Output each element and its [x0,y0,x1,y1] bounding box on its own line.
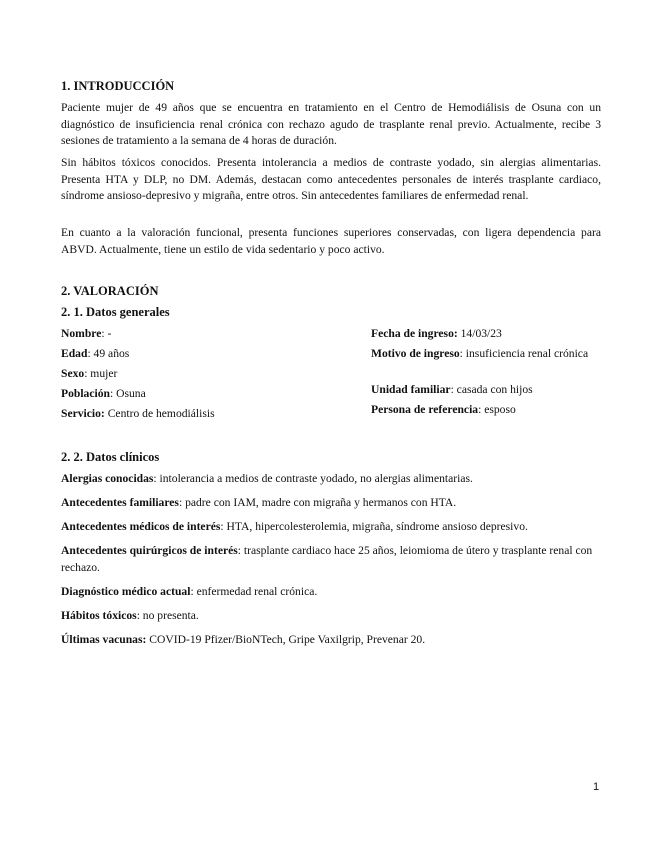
clinical-antecedentes-familiares [61,495,601,512]
subsection-title-datos-clinicos: 2. 2. Datos clínicos [61,450,160,464]
clinical-antecedentes-quirurgicos [61,543,601,576]
field-unidad-familiar [371,382,601,399]
field-label: Diagnóstico médico actual [61,585,191,598]
section-title-introduccion: 1. INTRODUCCIÓN [61,79,175,93]
field-value: COVID-19 Pfizer/BioNTech, Gripe Vaxilgrip, Prevenar 20. [146,633,426,646]
clinical-diagnostico [61,584,601,601]
field-label: Fecha de ingreso: [371,327,458,340]
field-label: Persona de referencia [371,403,479,416]
field-label: Unidad familiar [371,383,451,396]
intro-paragraph-1: Paciente mujer de 49 años que se encuentra en tratamiento en el Centro de Hemodiálisis de Osuna con un diagnóstico de insuficiencia renal crónica con rechazo agudo de trasplante renal previo. Actualmente, recibe 3 sesiones de tratamiento a la semana de 4 horas de duración. [61,101,601,148]
clinical-habitos-toxicos [61,608,601,625]
field-label: Alergias conocidas [61,472,154,485]
field-motivo-ingreso [371,346,601,363]
field-label: Últimas vacunas: [61,633,147,646]
field-nombre [61,326,111,343]
field-value: : no presenta. [136,609,199,622]
field-value: : 49 años [87,347,130,360]
field-label: Población [61,387,110,400]
clinical-ultimas-vacunas [61,632,601,649]
field-edad [61,346,129,363]
intro-paragraph-2: Sin hábitos tóxicos conocidos. Presenta intolerancia a medios de contraste yodado, sin alergias alimentarias. Presenta HTA y DLP, no DM. Además, destacan como antecedentes personales de interés trasplante cardiaco, síndrome ansioso-depresivo y migraña, entre otros. Sin antecedentes familiares de enfermedad renal. [61,156,601,203]
field-value: 14/03/23 [457,327,502,340]
field-value: : padre con IAM, madre con migraña y hermanos con HTA. [178,496,457,509]
field-value: : mujer [84,367,118,380]
page-number: 1 [593,781,600,793]
field-value: : esposo [478,403,516,416]
subsection-title-datos-generales: 2. 1. Datos generales [61,305,170,319]
field-sexo [61,366,117,383]
field-fecha-ingreso [371,326,601,343]
field-value: : trasplante cardiaco hace 25 años, leiomioma de útero y trasplante renal con rechazo. [61,544,593,574]
field-label: Edad [61,347,88,360]
field-label: Antecedentes familiares [61,496,179,509]
field-persona-referencia [371,402,601,419]
intro-paragraph-3: En cuanto a la valoración funcional, presenta funciones superiores conservadas, con ligera dependencia para ABVD. Actualmente, tiene un estilo de vida sedentario y poco activo. [61,226,601,256]
field-label: Sexo [61,367,85,380]
field-label: Hábitos tóxicos [61,609,137,622]
field-label: Antecedentes quirúrgicos de interés [61,544,238,557]
field-value: : - [101,327,112,340]
field-value: : casada con hijos [450,383,533,396]
clinical-antecedentes-medicos [61,519,601,536]
field-label: Antecedentes médicos de interés [61,520,221,533]
field-value: : enfermedad renal crónica. [190,585,318,598]
field-poblacion [61,386,146,403]
field-value: : Osuna [109,387,146,400]
field-label: Motivo de ingreso [371,347,460,360]
section-title-valoracion: 2. VALORACIÓN [61,284,159,298]
field-servicio [61,406,215,423]
field-label: Nombre [61,327,102,340]
field-value: : intolerancia a medios de contraste yodado, no alergias alimentarias. [153,472,473,485]
field-value: Centro de hemodiálisis [104,407,215,420]
field-value: : insuficiencia renal crónica [459,347,589,360]
field-value: : HTA, hipercolesterolemia, migraña, síndrome ansioso depresivo. [220,520,528,533]
field-label: Servicio: [61,407,105,420]
clinical-alergias [61,471,601,488]
